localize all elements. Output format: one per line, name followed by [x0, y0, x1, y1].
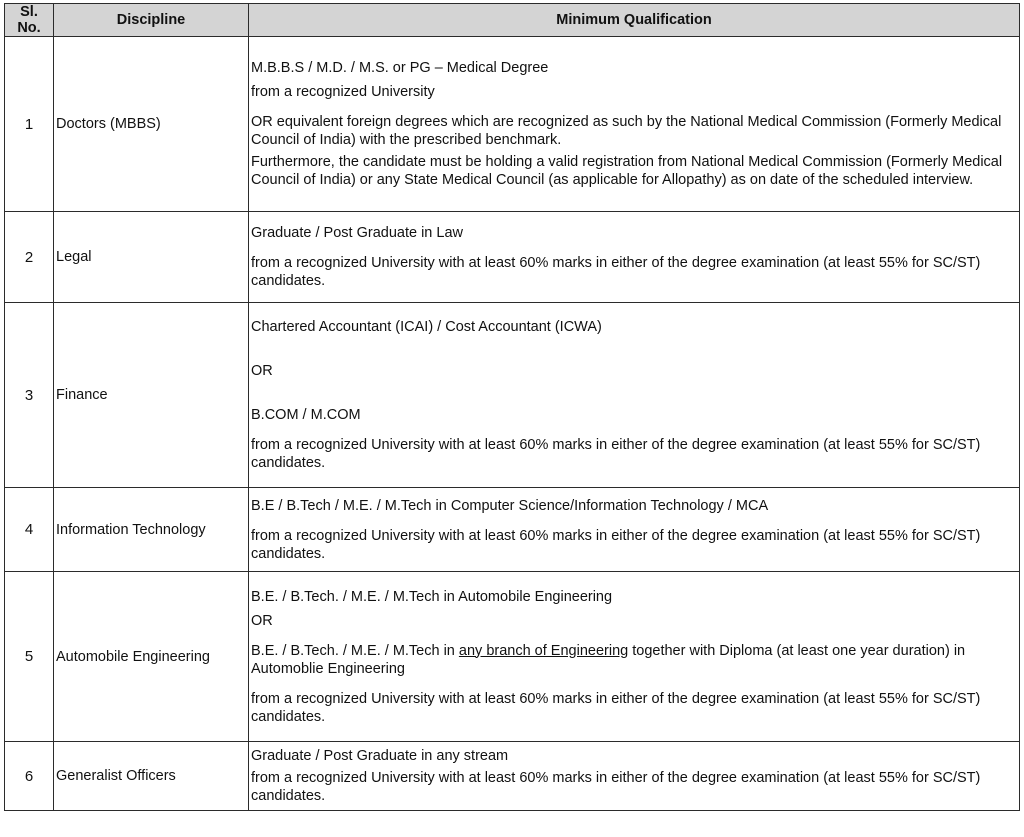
qualification-line: Graduate / Post Graduate in any stream	[251, 748, 509, 764]
qualification-cell	[249, 303, 1020, 488]
row-number: 5	[5, 572, 54, 742]
qualification-cell	[249, 572, 1020, 742]
row-number: 4	[5, 488, 54, 572]
qualification-line: from a recognized University with at least 60% marks in either of the degree examination (at least 55% for SC/ST) candidates.	[251, 527, 981, 562]
table-header-row	[5, 4, 1020, 37]
table-row	[5, 742, 1020, 811]
qualification-line: M.B.B.S / M.D. / M.S. or PG – Medical Degree	[251, 60, 549, 76]
qualification-line: OR	[251, 612, 273, 629]
table-row	[5, 488, 1020, 572]
qualification-cell	[249, 742, 1020, 811]
table-row	[5, 572, 1020, 742]
qualification-line: B.E / B.Tech / M.E. / M.Tech in Computer Science/Information Technology / MCA	[251, 497, 769, 514]
row-number: 6	[5, 742, 54, 811]
discipline-cell: Legal	[54, 212, 249, 303]
qualification-line: from a recognized University with at least 60% marks in either of the degree examination (at least 55% for SC/ST) candidates.	[251, 770, 981, 804]
qualification-line: B.E. / B.Tech. / M.E. / M.Tech in Automobile Engineering	[251, 588, 613, 605]
discipline-cell: Doctors (MBBS)	[54, 37, 249, 212]
qualification-line: OR	[251, 363, 273, 379]
qualification-cell	[249, 212, 1020, 303]
discipline-cell: Information Technology	[54, 488, 249, 572]
table-row	[5, 212, 1020, 303]
row-number: 2	[5, 212, 54, 303]
qualification-line: OR equivalent foreign degrees which are recognized as such by the National Medical Commission (Formerly Medical Council of India) with the prescribed benchmark.	[251, 114, 1002, 148]
qualification-line: Furthermore, the candidate must be holding a valid registration from National Medical Commission (Formerly Medical Council of India) or any State Medical Council (as applicable for Allopathy) as on date of the scheduled interview.	[251, 154, 1003, 188]
qualification-line: from a recognized University with at least 60% marks in either of the degree examination (at least 55% for SC/ST) candidates.	[251, 690, 981, 725]
discipline-cell: Automobile Engineering	[54, 572, 249, 742]
qualification-line: Chartered Accountant (ICAI) / Cost Accountant (ICWA)	[251, 319, 602, 335]
discipline-cell: Generalist Officers	[54, 742, 249, 811]
qualification-table	[4, 3, 1020, 811]
underlined-text: any branch of Engineering	[458, 642, 629, 659]
qualification-cell	[249, 488, 1020, 572]
qualification-text: B.E. / B.Tech. / M.E. / M.Tech in	[251, 642, 459, 659]
header-minimum-qualification: Minimum Qualification	[249, 4, 1020, 37]
header-discipline: Discipline	[54, 4, 249, 37]
row-number: 3	[5, 303, 54, 488]
qualification-line: from a recognized University with at least 60% marks in either of the degree examination (at least 55% for SC/ST) candidates.	[251, 255, 981, 289]
qualification-line: from a recognized University	[251, 84, 435, 100]
qualification-line	[251, 642, 1017, 678]
row-number: 1	[5, 37, 54, 212]
table-row	[5, 37, 1020, 212]
qualification-line: B.COM / M.COM	[251, 407, 361, 423]
qualification-text: together with Diploma (at least one year duration) in Automoblie Engineering	[251, 642, 966, 677]
qualification-line: from a recognized University with at least 60% marks in either of the degree examination (at least 55% for SC/ST) candidates.	[251, 437, 981, 471]
qualification-cell	[249, 37, 1020, 212]
header-sl-no: Sl. No.	[5, 4, 54, 37]
qualification-line: Graduate / Post Graduate in Law	[251, 225, 463, 241]
discipline-cell: Finance	[54, 303, 249, 488]
table-row	[5, 303, 1020, 488]
